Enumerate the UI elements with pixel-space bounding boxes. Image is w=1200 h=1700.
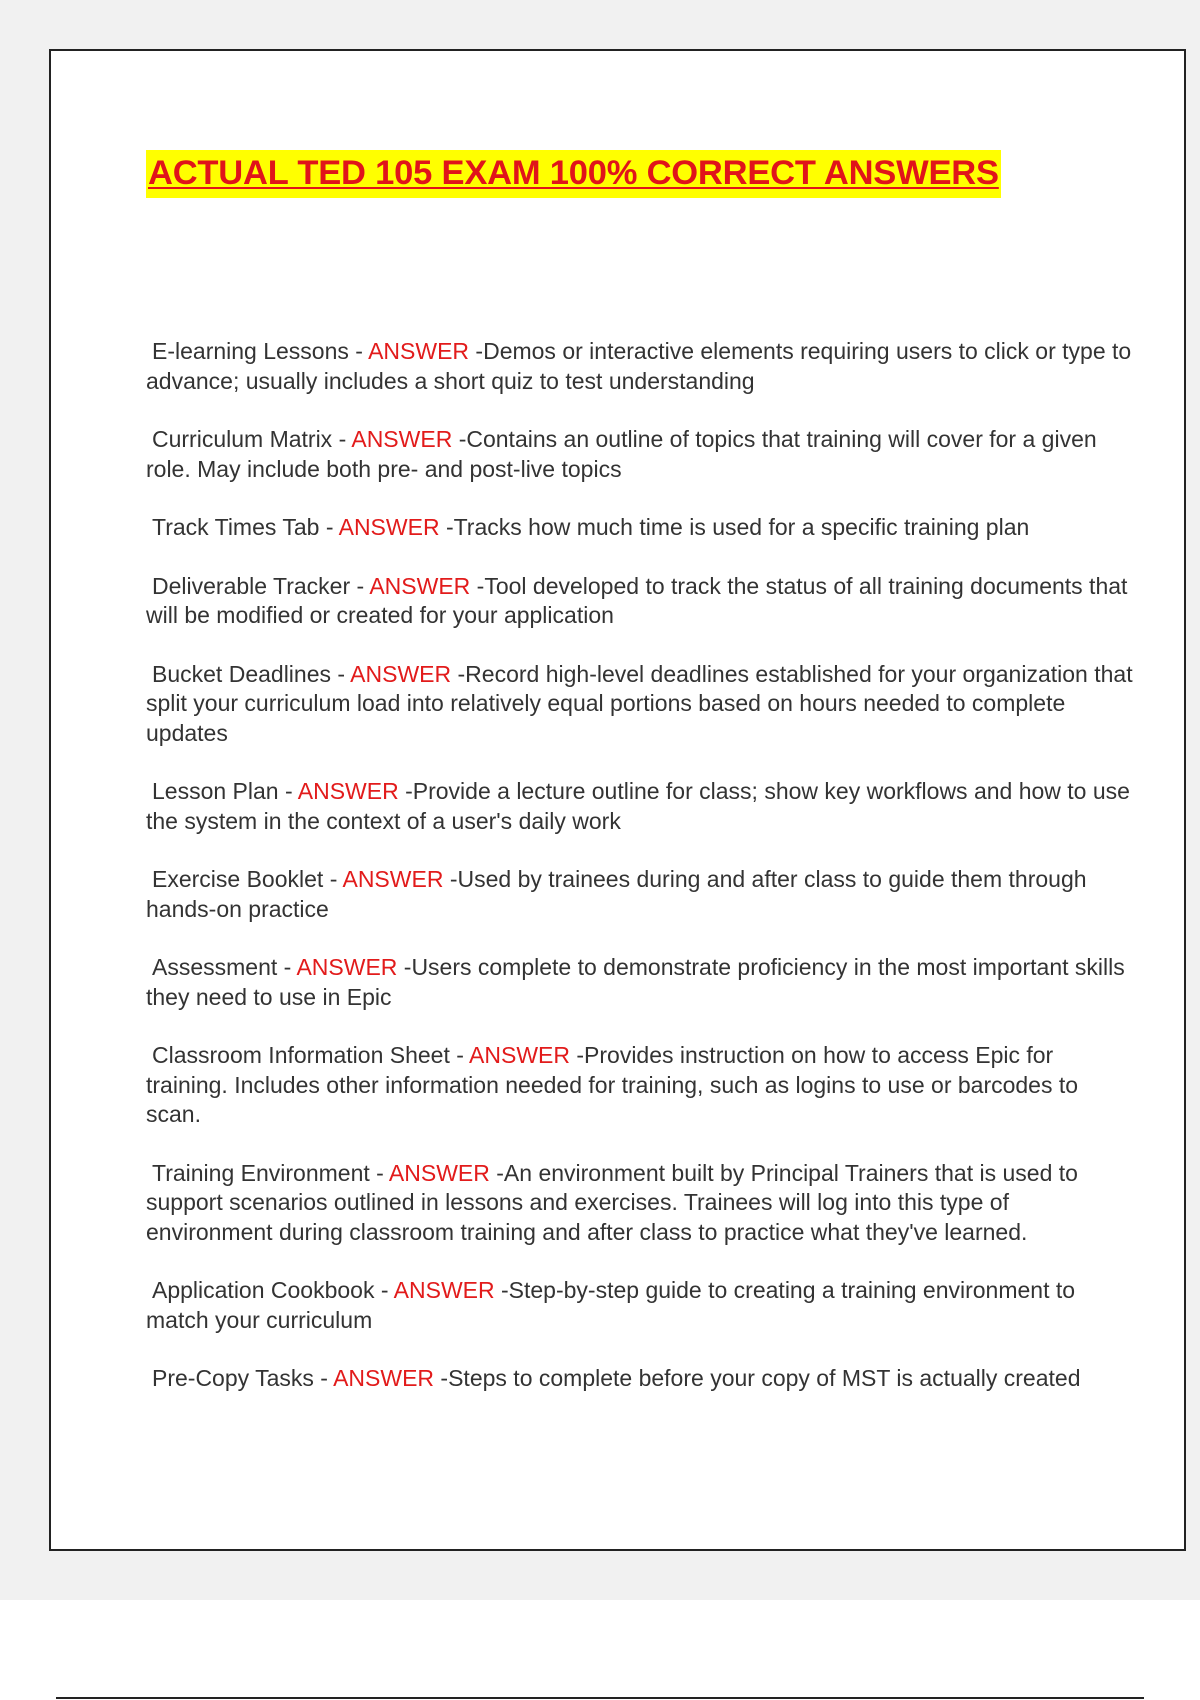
qa-definition: -Step-by-step guide to creating a training environment to match your curriculum (146, 1277, 1076, 1333)
qa-term: E-learning Lessons (152, 338, 349, 364)
document-title: ACTUAL TED 105 EXAM 100% CORRECT ANSWERS (146, 150, 1001, 198)
qa-item (146, 1159, 1136, 1248)
qa-term: Lesson Plan (152, 778, 279, 804)
answer-label: ANSWER (333, 1365, 435, 1391)
answer-label: ANSWER (369, 572, 471, 599)
qa-term: Training Environment (152, 1159, 370, 1186)
qa-definition: -Provide a lecture outline for class; show key workflows and how to use the system in the context of a user's daily work (146, 778, 1130, 834)
answer-label: ANSWER (388, 1159, 490, 1186)
qa-separator: - (319, 514, 339, 540)
qa-separator: - (369, 1159, 389, 1186)
answer-label: ANSWER (342, 866, 444, 892)
qa-term: Classroom Information Sheet (152, 1042, 450, 1068)
qa-definition: -Provides instruction on how to access Epic for training. Includes other information needed for training, such as logins to use or barcodes to scan. (146, 1042, 1079, 1127)
document-page (49, 49, 1186, 1551)
qa-item (146, 1276, 1136, 1335)
qa-item (146, 865, 1136, 924)
answer-label: ANSWER (296, 954, 398, 980)
qa-item (146, 953, 1136, 1012)
qa-separator: - (332, 426, 352, 452)
qa-item (146, 572, 1136, 631)
qa-separator: - (277, 954, 297, 980)
qa-separator: - (374, 1277, 394, 1303)
qa-definition: -Used by trainees during and after class to guide them through hands-on practice (146, 866, 1087, 922)
qa-item (146, 425, 1136, 484)
answer-label: ANSWER (297, 778, 399, 804)
qa-definition: -Users complete to demonstrate proficiency in the most important skills they need to use in Epic (146, 954, 1125, 1010)
page-divider (56, 1697, 1144, 1699)
qa-item (146, 1364, 1136, 1394)
qa-term: Curriculum Matrix (152, 426, 333, 452)
qa-definition: -Demos or interactive elements requiring users to click or type to advance; usually includes a short quiz to test understanding (146, 338, 1132, 394)
qa-separator: - (323, 866, 343, 892)
qa-term: Track Times Tab (152, 514, 320, 540)
qa-term: Deliverable Tracker (152, 572, 351, 599)
qa-term: Pre-Copy Tasks (152, 1365, 314, 1391)
qa-definition: -Tool developed to track the status of all training documents that will be modified or created for your application (146, 572, 1128, 628)
qa-definition: -Record high-level deadlines established for your organization that split your curriculum load into relatively equal portions based on hours needed to complete updates (146, 660, 1133, 746)
qa-term: Application Cookbook (152, 1277, 375, 1303)
qa-list (146, 337, 1136, 1423)
qa-term: Bucket Deadlines (152, 660, 331, 687)
answer-label: ANSWER (350, 660, 452, 687)
qa-definition: -An environment built by Principal Trainers that is used to support scenarios outlined in lessons and exercises. Trainees will log into this type of environment during classroom training and after class to practice what they've learned. (146, 1159, 1078, 1245)
answer-label: ANSWER (393, 1277, 495, 1303)
qa-item (146, 513, 1136, 543)
qa-separator: - (313, 1365, 334, 1391)
answer-label: ANSWER (338, 514, 440, 540)
qa-separator: - (278, 778, 298, 804)
qa-item (146, 337, 1136, 396)
qa-item (146, 660, 1136, 749)
qa-definition: -Contains an outline of topics that training will cover for a given role. May include both pre- and post-live topics (146, 426, 1097, 482)
qa-term: Exercise Booklet (152, 866, 324, 892)
qa-separator: - (449, 1042, 470, 1068)
next-page-area (0, 1600, 1200, 1700)
qa-definition: -Steps to complete before your copy of MST is actually created (434, 1365, 1081, 1391)
qa-term: Assessment (152, 954, 278, 980)
qa-item (146, 777, 1136, 836)
qa-definition: -Tracks how much time is used for a specific training plan (439, 514, 1030, 540)
qa-separator: - (350, 572, 370, 599)
qa-separator: - (348, 338, 369, 364)
answer-label: ANSWER (351, 426, 453, 452)
qa-separator: - (331, 660, 351, 687)
qa-item (146, 1041, 1136, 1130)
answer-label: ANSWER (368, 338, 470, 364)
answer-label: ANSWER (469, 1042, 570, 1068)
